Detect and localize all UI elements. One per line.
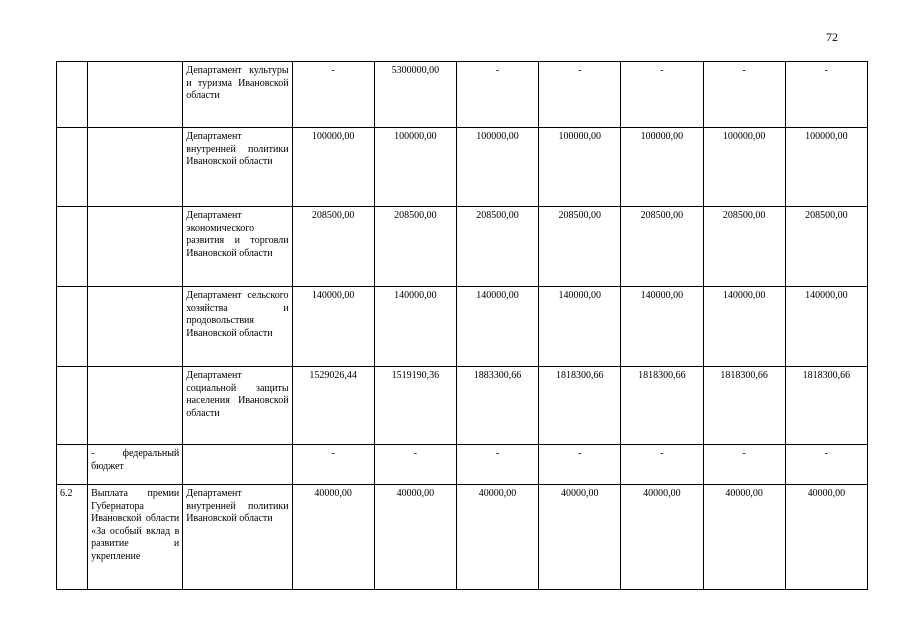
value-cell: 100000,00 <box>374 128 456 207</box>
value-cell: - <box>703 445 785 485</box>
table-row <box>57 128 868 207</box>
value-cell: 100000,00 <box>292 128 374 207</box>
budget-table <box>56 61 868 590</box>
row-number-cell <box>57 287 88 367</box>
value-cell: 208500,00 <box>292 207 374 287</box>
value-cell: - <box>539 62 621 128</box>
value-cell: - <box>539 445 621 485</box>
value-cell: - <box>456 62 538 128</box>
measure-name-cell <box>88 62 183 128</box>
value-cell: 100000,00 <box>539 128 621 207</box>
executor-cell: Департамент внутренней политики Ивановской области <box>183 485 292 590</box>
value-cell: - <box>621 62 703 128</box>
row-number-cell <box>57 445 88 485</box>
value-cell: 140000,00 <box>621 287 703 367</box>
value-cell: 40000,00 <box>785 485 867 590</box>
value-cell: 208500,00 <box>703 207 785 287</box>
value-cell: 100000,00 <box>456 128 538 207</box>
row-number-cell <box>57 62 88 128</box>
value-cell: - <box>785 445 867 485</box>
row-number-cell <box>57 367 88 445</box>
measure-name-cell: - федеральный бюджет <box>88 445 183 485</box>
value-cell: 140000,00 <box>703 287 785 367</box>
value-cell: 140000,00 <box>292 287 374 367</box>
value-cell: 208500,00 <box>621 207 703 287</box>
value-cell: 140000,00 <box>539 287 621 367</box>
measure-name-cell <box>88 367 183 445</box>
value-cell: - <box>456 445 538 485</box>
value-cell: 40000,00 <box>374 485 456 590</box>
measure-name-cell <box>88 128 183 207</box>
value-cell: 40000,00 <box>621 485 703 590</box>
value-cell: 100000,00 <box>703 128 785 207</box>
value-cell: 1818300,66 <box>539 367 621 445</box>
value-cell: 5300000,00 <box>374 62 456 128</box>
value-cell: 208500,00 <box>785 207 867 287</box>
value-cell: 1883300,66 <box>456 367 538 445</box>
executor-cell: Департамент сельского хозяйства и продовольствия Ивановской области <box>183 287 292 367</box>
table-row <box>57 62 868 128</box>
value-cell: 140000,00 <box>374 287 456 367</box>
value-cell: - <box>292 445 374 485</box>
value-cell: 40000,00 <box>292 485 374 590</box>
value-cell: 1818300,66 <box>703 367 785 445</box>
measure-name-cell <box>88 207 183 287</box>
value-cell: 208500,00 <box>539 207 621 287</box>
value-cell: 1519190,36 <box>374 367 456 445</box>
value-cell: 40000,00 <box>539 485 621 590</box>
value-cell: 40000,00 <box>456 485 538 590</box>
executor-cell: Департамент внутренней политики Ивановской области <box>183 128 292 207</box>
value-cell: - <box>374 445 456 485</box>
value-cell: - <box>703 62 785 128</box>
value-cell: - <box>292 62 374 128</box>
executor-cell: Департамент культуры и туризма Ивановской области <box>183 62 292 128</box>
value-cell: 1529026,44 <box>292 367 374 445</box>
measure-name-cell: Выплата премии Губернатора Ивановской области «За особый вклад в развитие и укрепление <box>88 485 183 590</box>
value-cell: 140000,00 <box>785 287 867 367</box>
table-row <box>57 287 868 367</box>
row-number-cell <box>57 207 88 287</box>
value-cell: 208500,00 <box>456 207 538 287</box>
value-cell: 208500,00 <box>374 207 456 287</box>
value-cell: 1818300,66 <box>621 367 703 445</box>
value-cell: - <box>621 445 703 485</box>
value-cell: - <box>785 62 867 128</box>
value-cell: 140000,00 <box>456 287 538 367</box>
page-number: 72 <box>826 30 838 44</box>
table-row <box>57 485 868 590</box>
value-cell: 1818300,66 <box>785 367 867 445</box>
executor-cell: Департамент социальной защиты населения Ивановской области <box>183 367 292 445</box>
row-number-cell <box>57 128 88 207</box>
table-row <box>57 207 868 287</box>
table-row <box>57 367 868 445</box>
value-cell: 40000,00 <box>703 485 785 590</box>
value-cell: 100000,00 <box>785 128 867 207</box>
row-number-cell: 6.2 <box>57 485 88 590</box>
value-cell: 100000,00 <box>621 128 703 207</box>
executor-cell <box>183 445 292 485</box>
table-row <box>57 445 868 485</box>
executor-cell: Департамент экономического развития и торговли Ивановской области <box>183 207 292 287</box>
measure-name-cell <box>88 287 183 367</box>
table-body <box>57 62 868 590</box>
